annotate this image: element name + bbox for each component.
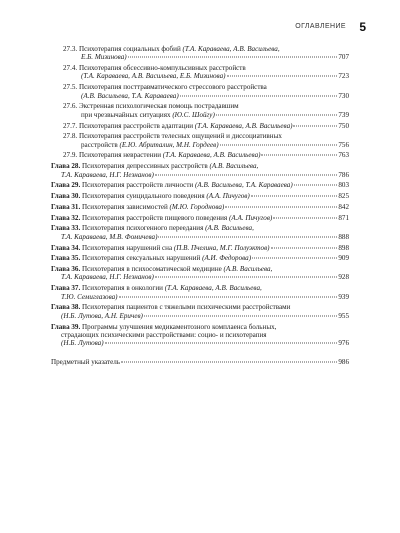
toc-entry-authors: (Н.Б. Лутова, А.Н. Еричев)	[61, 311, 143, 320]
toc-entry-authors: (М.Ю. Городнова)	[169, 202, 225, 211]
dot-leader	[251, 196, 338, 197]
toc-line	[51, 331, 349, 339]
toc-line	[51, 254, 349, 262]
toc-page-number: 888	[338, 232, 349, 241]
toc-line-text	[51, 162, 258, 170]
toc-line-text	[81, 111, 215, 119]
toc-line	[51, 171, 349, 179]
toc-entry-title: Психотерапия социальных фобий	[77, 45, 183, 53]
toc-entry-authors: (А.В. Васильева, Т.А. Караваева)	[81, 91, 179, 100]
toc-line	[51, 339, 349, 347]
dot-leader	[121, 361, 337, 362]
toc-line-text	[63, 122, 292, 130]
toc-line	[51, 273, 349, 281]
toc-entry-authors: Т.А. Караваева, Н.Г. Незнанов)	[61, 170, 154, 179]
toc-line-text	[51, 303, 290, 311]
toc-page-number: 976	[338, 339, 349, 348]
dot-leader	[119, 296, 338, 297]
toc-entry-title: расстройств	[81, 140, 120, 149]
toc-line-text	[61, 233, 157, 241]
toc-entry-authors: (Т.А. Караваева, А.В. Васильева,	[182, 45, 280, 53]
toc-entry-authors: (Н.Б. Лутова)	[61, 339, 104, 348]
toc-line-text	[51, 181, 293, 189]
toc-page-number: 723	[338, 72, 349, 81]
toc-entry-title: Психотерапия пациентов с тяжелыми психическими расстройствами	[80, 303, 291, 312]
toc-page-number: 871	[338, 213, 349, 222]
toc-index-entry[interactable]	[51, 358, 349, 366]
toc-line	[51, 233, 349, 241]
toc-line-text	[51, 358, 120, 366]
toc-chapter-entry[interactable]	[51, 224, 349, 241]
toc-line-text	[81, 72, 226, 80]
toc-line	[51, 224, 349, 232]
toc-line	[63, 132, 349, 140]
toc-entry-title: Психотерапия сексуальных нарушений	[80, 254, 203, 263]
toc-section-entry[interactable]	[51, 64, 349, 81]
toc-line	[63, 102, 349, 110]
toc-entry-number: Глава 33.	[51, 224, 81, 233]
toc-line-text	[61, 331, 267, 339]
toc-line	[51, 265, 349, 273]
toc-section-entry[interactable]	[51, 83, 349, 100]
toc-chapter-entry[interactable]	[51, 254, 349, 262]
dot-leader	[261, 155, 337, 156]
toc-line-text	[61, 339, 104, 347]
dot-leader	[144, 315, 337, 316]
toc-line-text	[63, 102, 239, 110]
dot-leader	[273, 217, 337, 218]
toc-entry-title: Психотерапия обсессивно-компульсивных расстройств	[77, 64, 246, 73]
toc-page-number: 825	[338, 192, 349, 201]
toc-line	[63, 111, 349, 119]
toc-line	[51, 323, 349, 331]
toc-page-number: 928	[338, 273, 349, 282]
toc-chapter-entry[interactable]	[51, 265, 349, 282]
toc-entry-title: Психотерапия расстройств телесных ощущений и диссоциативных	[77, 132, 282, 141]
toc-entry-authors: (Т.А. Караваева, А.В. Васильева, Е.Б. Мизинова)	[81, 72, 226, 81]
toc-entry-title: Психотерапия нарушений сна	[80, 243, 174, 252]
toc-entry-authors: (Е.Ю. Абриталин, М.Н. Гордеев)	[119, 140, 219, 149]
toc-section-entry[interactable]	[51, 151, 349, 159]
toc-line	[51, 244, 349, 252]
toc-entry-authors: (Т.А. Караваева, А.В. Васильева)	[194, 121, 293, 130]
toc-entry-number: 27.9.	[63, 151, 78, 160]
toc-line-text	[61, 312, 143, 320]
toc-section-entry[interactable]	[51, 122, 349, 130]
toc-page-number: 750	[338, 121, 349, 130]
toc-line-text	[51, 214, 272, 222]
toc-line	[63, 72, 349, 80]
toc-line	[51, 162, 349, 170]
toc-entry-number: 27.6.	[63, 102, 78, 111]
dot-leader	[225, 206, 337, 207]
toc-entry-authors: (Ю.С. Шойгу)	[172, 110, 215, 119]
toc-entry-title: Психотерапия расстройств личности	[80, 181, 195, 190]
toc-line-text	[51, 192, 250, 200]
toc-section-entry[interactable]	[51, 45, 349, 62]
toc-line	[51, 358, 349, 366]
toc-entry-authors: (А.В. Васильева,	[223, 265, 273, 274]
toc-page-number: 955	[338, 311, 349, 320]
toc-line	[51, 293, 349, 301]
toc-entry-authors: Т.А. Караваева, Н.Г. Незнанов)	[61, 273, 154, 282]
toc-entry-title: Предметный указатель	[51, 357, 121, 366]
toc-page-number: 803	[338, 181, 349, 190]
toc-line-text	[81, 92, 179, 100]
toc-entry-title: Психотерапия в онкологии	[80, 284, 165, 293]
toc-entry-number: 27.8.	[63, 132, 78, 141]
toc-entry-number: Глава 31.	[51, 202, 81, 211]
toc-line	[51, 203, 349, 211]
toc-entry-number: 27.7.	[63, 121, 78, 130]
toc-entry-number: 27.4.	[63, 64, 78, 73]
dot-leader	[227, 76, 338, 77]
toc-line-text	[51, 284, 262, 292]
toc-entry-title: Психотерапия в психосоматической медицине	[80, 265, 224, 274]
page-number: 5	[359, 20, 366, 34]
toc-chapter-entry[interactable]	[51, 162, 349, 179]
toc-entry-authors: Т.А. Караваева, М.В. Фомичева)	[61, 232, 158, 241]
toc-line-text	[51, 244, 270, 252]
toc-entry-title: Психотерапия расстройств адаптации	[77, 121, 195, 130]
running-header-label: ОГЛАВЛЕНИЕ	[295, 23, 346, 30]
toc-entry-title: Психотерапия зависимостей	[80, 202, 170, 211]
toc-line	[63, 122, 349, 130]
toc-entry-number: Глава 38.	[51, 303, 81, 312]
dot-leader	[216, 114, 338, 115]
toc-line-text	[63, 151, 260, 159]
toc-chapter-entry[interactable]	[51, 214, 349, 222]
toc-page-number: 939	[338, 292, 349, 301]
toc-entry-authors: (А.А. Пичугов)	[206, 192, 250, 201]
toc-chapter-entry[interactable]	[51, 323, 349, 348]
toc-line-text	[63, 64, 246, 72]
toc-entry-number: Глава 37.	[51, 284, 81, 293]
toc-line	[51, 284, 349, 292]
dot-leader	[158, 236, 337, 237]
toc-line	[51, 303, 349, 311]
toc-chapter-entry[interactable]	[51, 203, 349, 211]
table-of-contents	[51, 45, 349, 369]
toc-entry-number: Глава 29.	[51, 181, 81, 190]
dot-leader	[128, 57, 338, 58]
toc-entry-title: страдающих психическими расстройствами: социо- и психотерапия	[61, 330, 267, 339]
toc-entry-authors: (П.В. Пчелина, М.Г. Полуэктов)	[173, 243, 270, 252]
toc-line-text	[51, 203, 224, 211]
toc-line	[63, 64, 349, 72]
toc-entry-authors: (А.В. Васильева,	[209, 162, 259, 171]
toc-page-number: 763	[338, 151, 349, 160]
toc-line-text	[61, 293, 118, 301]
toc-line	[51, 181, 349, 189]
toc-entry-number: Глава 39.	[51, 322, 81, 331]
toc-chapter-entry[interactable]	[51, 284, 349, 301]
toc-line	[51, 312, 349, 320]
dot-leader	[294, 185, 338, 186]
dot-leader	[105, 343, 338, 344]
toc-entry-title: Психотерапия депрессивных расстройств	[80, 162, 210, 171]
toc-entry-number: Глава 34.	[51, 243, 81, 252]
toc-entry-authors: Е.Б. Мизинова)	[81, 53, 127, 62]
toc-entry-number: Глава 35.	[51, 254, 81, 263]
toc-line	[51, 192, 349, 200]
dot-leader	[155, 277, 338, 278]
toc-line-text	[51, 224, 254, 232]
toc-chapter-entry[interactable]	[51, 192, 349, 200]
toc-page-number: 786	[338, 170, 349, 179]
toc-entry-authors: (А.И. Федорова)	[202, 254, 252, 263]
toc-line-text	[63, 45, 280, 53]
toc-entry-title: Психотерапия посттравматического стрессового расстройства	[77, 83, 267, 92]
toc-line	[51, 214, 349, 222]
toc-entry-authors: (Т.А. Караваева, А.В. Васильева,	[164, 284, 262, 293]
toc-line	[63, 151, 349, 159]
toc-entry-number: Глава 30.	[51, 192, 81, 201]
toc-line	[63, 141, 349, 149]
toc-line-text	[81, 141, 219, 149]
dot-leader	[180, 95, 338, 96]
toc-entry-number: 27.5.	[63, 83, 78, 92]
toc-entry-authors: (А.В. Васильева,	[205, 224, 254, 233]
toc-entry-number: 27.3.	[63, 45, 78, 53]
toc-line-text	[51, 323, 276, 331]
toc-line	[63, 92, 349, 100]
toc-entry-title: Экстренная психологическая помощь пострадавшим	[77, 102, 239, 111]
toc-entry-title: Психотерапия неврастении	[77, 151, 163, 160]
toc-page-number: 909	[338, 254, 349, 263]
toc-line	[63, 53, 349, 61]
toc-entry-authors: (Т.А. Караваева, А.В. Васильева)	[162, 151, 261, 160]
toc-line-text	[81, 53, 127, 61]
toc-chapter-entry[interactable]	[51, 244, 349, 252]
toc-entry-authors: (А.А. Пичугов)	[228, 213, 273, 222]
toc-page-number: 730	[338, 91, 349, 100]
toc-entry-title: Программы улучшения медикаментозного комплаенса больных,	[80, 322, 277, 331]
toc-page-number: 898	[338, 243, 349, 252]
dot-leader	[220, 144, 338, 145]
toc-entry-title: Психотерапия расстройств пищевого поведения	[80, 213, 229, 222]
toc-page-number: 739	[338, 110, 349, 119]
toc-line-text	[51, 265, 272, 273]
toc-page-number: 986	[338, 357, 349, 366]
toc-entry-number: Глава 28.	[51, 162, 81, 171]
toc-chapter-entry[interactable]	[51, 181, 349, 189]
toc-entry-title: Психотерапия суицидального поведения	[80, 192, 207, 201]
dot-leader	[252, 258, 337, 259]
page-header	[0, 20, 400, 36]
toc-line-text	[61, 273, 154, 281]
toc-line-text	[63, 132, 282, 140]
toc-section-entry[interactable]	[51, 102, 349, 119]
toc-page-number: 842	[338, 202, 349, 211]
toc-entry-number: Глава 32.	[51, 213, 81, 222]
toc-entry-number: Глава 36.	[51, 265, 81, 274]
dot-leader	[155, 174, 338, 175]
toc-page-number: 707	[338, 53, 349, 62]
index-spacer	[51, 350, 349, 358]
toc-chapter-entry[interactable]	[51, 303, 349, 320]
toc-entry-title: Психотерапия психогенного переедания	[80, 224, 206, 233]
toc-entry-authors: (А.В. Васильева, Т.А. Караваева)	[195, 181, 293, 190]
toc-line-text	[51, 254, 251, 262]
toc-entry-title: при чрезвычайных ситуациях	[81, 110, 173, 119]
toc-line	[63, 83, 349, 91]
dot-leader	[293, 125, 337, 126]
dot-leader	[271, 247, 338, 248]
toc-entry-authors: Т.Ю. Семиглазова)	[61, 292, 118, 301]
toc-line	[63, 45, 349, 53]
toc-page-number: 756	[338, 140, 349, 149]
toc-line-text	[63, 83, 267, 91]
toc-section-entry[interactable]	[51, 132, 349, 149]
toc-line-text	[61, 171, 154, 179]
